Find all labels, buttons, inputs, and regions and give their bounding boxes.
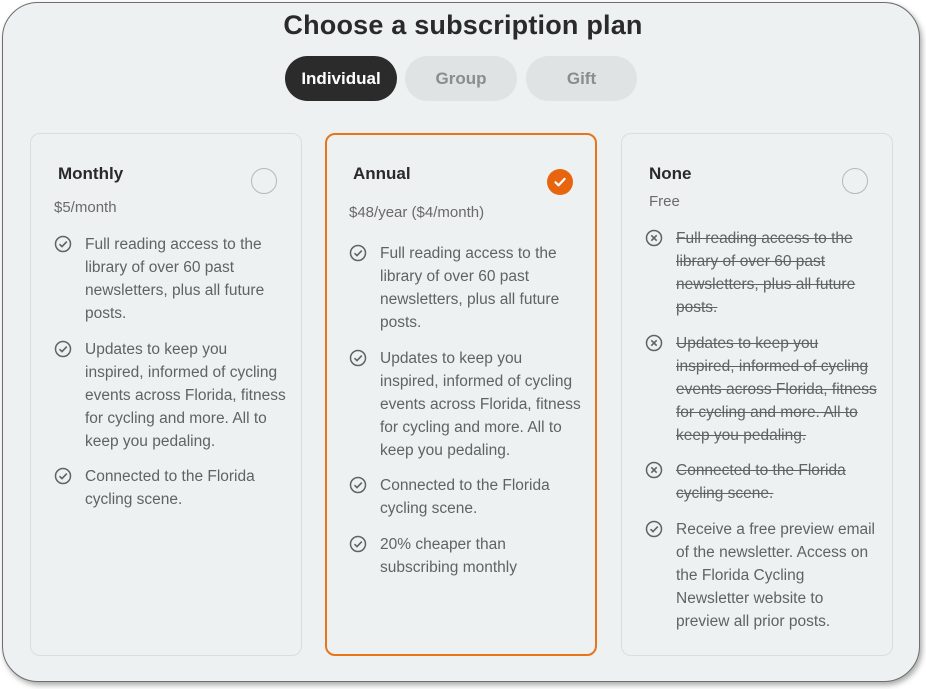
check-circle-icon [349, 349, 367, 367]
plan-card-monthly[interactable] [30, 133, 302, 656]
page-title: Choose a subscription plan [283, 10, 643, 40]
plan-name: None [649, 164, 692, 183]
plan-card-none[interactable] [621, 133, 893, 656]
feature-text: Connected to the Florida cycling scene. [85, 468, 255, 508]
check-circle-icon [349, 535, 367, 553]
feature-text: Connected to the Florida cycling scene. [380, 477, 550, 517]
x-circle-icon [645, 334, 663, 352]
tab-individual[interactable]: Individual [285, 56, 397, 101]
plan-price: $5/month [54, 199, 117, 216]
x-circle-icon [645, 229, 663, 247]
feature-text: Receive a free preview email of the newsletter. Access on the Florida Cycling Newsletter website to preview all prior posts. [676, 521, 876, 630]
plan-radio[interactable] [251, 168, 277, 194]
plan-price: $48/year ($4/month) [349, 204, 485, 221]
plan-card-annual[interactable] [325, 133, 597, 656]
feature-text: Connected to the Florida cycling scene. [676, 462, 846, 502]
feature-text: 20% cheaper than subscribing monthly [380, 536, 517, 576]
x-circle-icon [645, 461, 663, 479]
plan-price: Free [649, 193, 680, 210]
checkmark-icon [552, 174, 568, 190]
check-circle-icon [349, 476, 367, 494]
tab-group[interactable]: Group [405, 56, 517, 101]
check-circle-icon [54, 467, 72, 485]
feature-text: Full reading access to the library of over 60 past newsletters, plus all future posts. [85, 236, 265, 322]
check-circle-icon [54, 340, 72, 358]
check-circle-icon [349, 244, 367, 262]
plan-name: Annual [353, 164, 411, 183]
plan-radio[interactable] [842, 168, 868, 194]
feature-text: Updates to keep you inspired, informed of cycling events across Florida, fitness for cycling and more. All to keep you pedaling. [380, 350, 581, 459]
check-circle-icon [54, 235, 72, 253]
feature-text: Full reading access to the library of over 60 past newsletters, plus all future posts. [676, 230, 856, 316]
plan-name: Monthly [58, 164, 124, 183]
feature-text: Updates to keep you inspired, informed of cycling events across Florida, fitness for cycling and more. All to keep you pedaling. [676, 335, 877, 444]
check-circle-icon [645, 520, 663, 538]
plan-radio-selected[interactable] [547, 169, 573, 195]
feature-text: Updates to keep you inspired, informed of cycling events across Florida, fitness for cycling and more. All to keep you pedaling. [85, 341, 286, 450]
feature-text: Full reading access to the library of over 60 past newsletters, plus all future posts. [380, 245, 560, 331]
tab-gift[interactable]: Gift [526, 56, 637, 101]
